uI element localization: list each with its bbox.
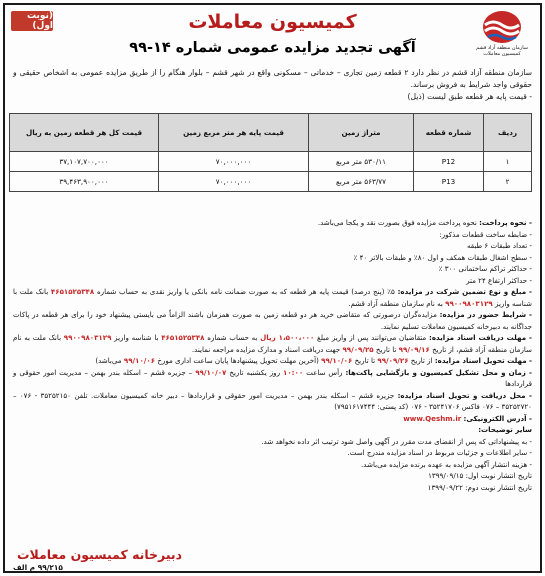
session-date: ۹۹/۱۰/۰۷ bbox=[195, 367, 227, 377]
cell-plot-number: P13 bbox=[414, 172, 484, 192]
other-line: - سایر اطلاعات و جزئیات مربوط در اسناد مزایده مندرج است. bbox=[347, 448, 532, 457]
auction-notice bbox=[3, 3, 542, 573]
purchase-label: - مهلت دریافت اسناد مزایده: bbox=[428, 333, 532, 342]
purchase-paragraph bbox=[13, 332, 532, 355]
deposit-id: ۹۹۰۰۹۸۰۳۱۲۹ bbox=[445, 298, 493, 308]
other-line: - به پیشنهاداتی که پس از انقضای مدت مقرر در آگهی واصل شود ترتیب اثر داده نخواهد شد. bbox=[261, 436, 532, 446]
deliver-paragraph bbox=[13, 355, 532, 367]
signature: دبیرخانه کمیسیون معاملات bbox=[17, 547, 183, 562]
table-header-row bbox=[10, 114, 532, 152]
cell-area: ۵۶۳/۷۷ متر مربع bbox=[309, 172, 414, 192]
other-line: - هزینه انتشار آگهی مزایده به عهده برنده مزایده می‌باشد. bbox=[361, 459, 532, 469]
attend-paragraph bbox=[13, 309, 532, 332]
deposit-text: به نام سازمان منطقه آزاد قشم. bbox=[348, 298, 443, 308]
payment-line bbox=[13, 217, 532, 229]
col-header-total-price: قیمت کل هر قطعه زمین به ریال bbox=[10, 114, 159, 152]
purchase-from-date: ۹۹/۰۹/۱۶ bbox=[398, 344, 430, 354]
purchase-text: بانک ملت به نام سازمان منطقه آزاد قشم، از تاریخ bbox=[13, 333, 532, 354]
receive-text: جزیره قشم – اسکله بندر بهمن – مدیریت امور حقوقی و قراردادها – دبیر خانه کمیسیون معاملات. تلفن ۳۵۲۵۲۱۵۰ - ۰۷۶ – ۳۵۲۵۲۷۲۰ – ۰۷۶ فاکس ۳۵۲۴۱۷۰۶ - ۰۷۶ (کد پستی: ۷۹۵۱۶۱۷۴۴۴) bbox=[13, 390, 532, 411]
purchase-text: متقاضیان می‌توانند پس از واریز مبلغ bbox=[317, 333, 427, 342]
receive-label: - محل دریافت و تحویل اسناد مزایده: bbox=[397, 390, 532, 400]
deliver-text: (آخرین مهلت تحویل پیشنهادها پایان ساعت اداری مورخ bbox=[157, 356, 319, 365]
purchase-to-date: ۹۹/۰۹/۲۵ bbox=[342, 344, 374, 354]
deposit-paragraph bbox=[13, 286, 532, 309]
web-line bbox=[13, 413, 532, 425]
criteria-line: - ضابطه ساخت قطعات مذکور: bbox=[439, 229, 532, 239]
ad-title: آگهی تجدید مزایده عمومی شماره ۱۴-۹۹ bbox=[129, 40, 416, 56]
table-row bbox=[10, 152, 532, 172]
deposit-account: ۴۶۵۱۵۲۵۳۴۸ bbox=[50, 287, 95, 296]
cell-area: ۵۳۰/۱۱ متر مربع bbox=[309, 152, 414, 172]
attend-label: - شرایط حضور در مزایده: bbox=[439, 310, 532, 319]
deliver-text: می‌باشد) bbox=[95, 356, 122, 365]
reference-code: ۹۹/۲۱۵ م الف bbox=[13, 563, 63, 572]
intro-text: سازمان منطقه آزاد قشم در نظر دارد ۲ قطعه زمین تجاری – خدماتی – مسکونی واقع در شهر قشم – بلوار هنگام را از طریق مزایده عمومی به اشخاص حقیقی و حقوقی واجد شرایط به فروش برساند. bbox=[13, 68, 532, 89]
col-header-unit-price: قیمت پایه هر متر مربع زمین bbox=[159, 114, 309, 152]
criteria-line: - سطح اشغال طبقات همکف و اول ۸۰٪ و طبقات بالاتر ۴۰ ٪ bbox=[353, 252, 532, 262]
attend-text: مزایده‌گران درصورتی که متقاضی خرید هر دو قطعه زمین به صورت همزمان باشند الزاماً می بایستی پیشنهاد خود را برای هر قطعه در پاکات جداگانه به دبیرخانه کمیسیون معاملات تسلیم نمایند. bbox=[13, 310, 532, 331]
cell-unit-price: ۷۰,۰۰۰,۰۰۰ bbox=[159, 152, 309, 172]
cell-total-price: ۳۷,۱۰۷,۷۰۰,۰۰۰ bbox=[10, 152, 159, 172]
cell-row-number: ۲ bbox=[484, 172, 532, 192]
criteria-line: - تعداد طبقات ۶ طبقه bbox=[466, 241, 532, 250]
cell-row-number: ۱ bbox=[484, 152, 532, 172]
logo-caption-1: سازمان منطقه آزاد قشم bbox=[476, 45, 528, 51]
session-text: – جزیره قشم – اسکله بندر بهمن – مدیریت امور حقوقی و قراردادها bbox=[13, 367, 532, 388]
payment-label: - نحوه پرداخت: bbox=[479, 218, 532, 227]
cell-total-price: ۳۹,۴۶۳,۹۰۰,۰۰۰ bbox=[10, 172, 159, 192]
deliver-text: تا تاریخ bbox=[354, 356, 376, 365]
intro-paragraph bbox=[13, 67, 532, 103]
purchase-text: با شناسه واریز bbox=[114, 333, 159, 342]
other-label: سایر توضیحات: bbox=[478, 425, 532, 434]
session-text: رأس ساعت bbox=[306, 367, 343, 377]
commission-title: کمیسیون معاملات bbox=[188, 11, 357, 33]
col-header-row-number: ردیف bbox=[484, 114, 532, 152]
publish-date-2: تاریخ انتشار نوبت دوم: ۱۳۹۹/۰۹/۲۲ bbox=[427, 482, 532, 492]
purchase-text: تا تاریخ bbox=[375, 344, 397, 354]
session-paragraph bbox=[13, 367, 532, 390]
criteria-line: - حداکثر تراکم ساختمانی ۳۰۰ ٪ bbox=[438, 264, 532, 273]
deposit-label: - مبلغ و نوع تضمین شرکت در مزایده: bbox=[397, 287, 532, 296]
notice-body bbox=[13, 217, 532, 493]
criteria-line: - حداکثر ارتفاع ۲۴ متر bbox=[466, 275, 532, 285]
deliver-to-date: ۹۹/۱۰/۰۶ bbox=[321, 356, 353, 365]
cell-unit-price: ۷۰,۰۰۰,۰۰۰ bbox=[159, 172, 309, 192]
round-badge: (نوبت اول) bbox=[11, 11, 53, 31]
receive-paragraph bbox=[13, 390, 532, 413]
logo-caption-2: کمیسیون معاملات bbox=[483, 51, 521, 57]
web-label: - آدرس الکترونیکی: bbox=[463, 413, 532, 423]
publish-date-1: تاریخ انتشار نوبت اول: ۱۳۹۹/۰۹/۱۵ bbox=[428, 471, 532, 480]
plots-table bbox=[9, 113, 532, 192]
session-label: - زمان و محل تشکیل کمیسیون و بازگشایی پاکت‌ها: bbox=[345, 367, 533, 377]
deposit-text: ۵٪ (پنج درصد) قیمت پایه هر قطعه که به صورت ضمانت نامه بانکی یا واریز نقدی به حساب شماره bbox=[96, 287, 395, 296]
deliver-label: - مهلت تحویل اسناد مزایده: bbox=[434, 356, 532, 365]
col-header-area: متراژ زمین bbox=[309, 114, 414, 152]
deliver-text: از تاریخ bbox=[410, 356, 433, 365]
purchase-text: جهت دریافت اسناد و مدارک مزایده مراجعه نمایند. bbox=[191, 344, 341, 354]
session-text: روز یکشنبه تاریخ bbox=[229, 367, 281, 377]
purchase-text: به حساب شماره bbox=[207, 333, 258, 342]
purchase-id: ۹۹۰۰۹۸۰۳۱۲۹ bbox=[63, 333, 112, 342]
deliver-deadline: ۹۹/۱۰/۰۶ bbox=[123, 356, 156, 365]
cell-plot-number: P12 bbox=[414, 152, 484, 172]
purchase-amount: ۱،۵۰۰،۰۰۰ ریال bbox=[260, 333, 315, 342]
deliver-from-date: ۹۹/۰۹/۲۶ bbox=[377, 356, 409, 365]
website-link[interactable]: www.Qeshm.ir bbox=[403, 413, 462, 423]
purchase-account: ۴۶۵۱۵۲۵۳۴۸ bbox=[161, 333, 205, 342]
session-time: ۱۰:۰۰ bbox=[283, 367, 304, 377]
table-row bbox=[10, 172, 532, 192]
payment-text: نحوه پرداخت مزایده فوق بصورت نقد و یکجا می‌باشد. bbox=[317, 218, 477, 227]
col-header-plot-number: شماره قطعه bbox=[414, 114, 484, 152]
base-price-line: - قیمت پایه هر قطعه طبق لیست (ذیل) bbox=[407, 92, 532, 101]
deposit-text: بانک ملت با شناسه واریز bbox=[13, 287, 532, 308]
